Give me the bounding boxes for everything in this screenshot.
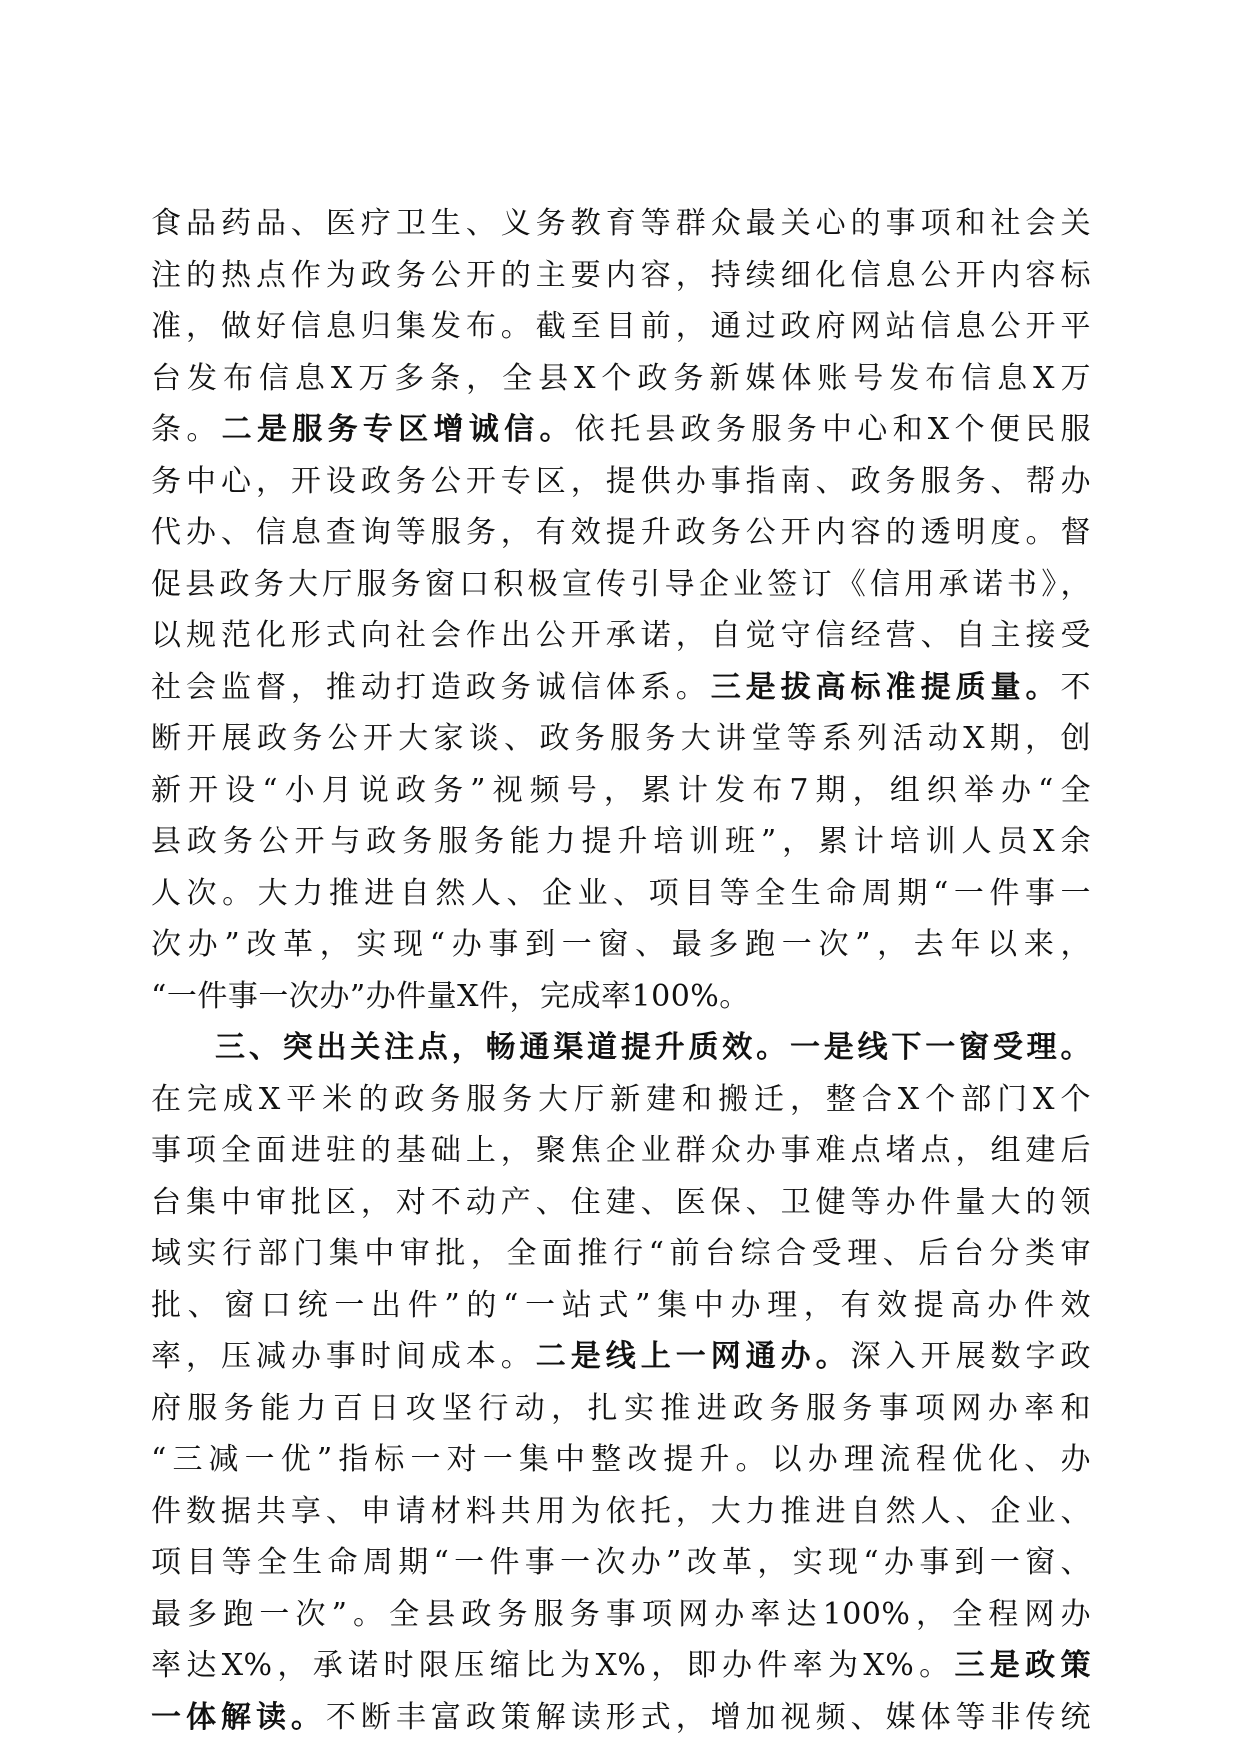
bold-text-run: 二是线上一网通办。 (535, 1339, 851, 1374)
text-line (151, 1537, 1091, 1589)
text-line (151, 353, 1091, 405)
text-line (151, 250, 1091, 302)
text-line (151, 713, 1091, 765)
text-run: 项目等全生命周期“一件事一次办”改革，实现“办事到一窗、 (151, 1545, 1091, 1580)
text-line (151, 1434, 1091, 1486)
text-run: 台集中审批区，对不动产、住建、医保、卫健等办件量大的领 (151, 1184, 1091, 1220)
text-line (151, 559, 1091, 611)
text-run: 以规范化形式向社会作出公开承诺，自觉守信经营、自主接受 (151, 618, 1091, 653)
text-run: 批、窗口统一出件”的“一站式”集中办理，有效提高办件效 (151, 1287, 1091, 1323)
text-run: 准，做好信息归集发布。截至目前，通过政府网站信息公开平 (151, 309, 1091, 344)
text-run: 在完成X平米的政务服务大厅新建和搬迁，整合X个部门X个 (151, 1081, 1091, 1117)
text-line (151, 610, 1091, 662)
text-line (151, 1228, 1091, 1280)
text-line (151, 662, 1091, 714)
text-line (151, 1486, 1091, 1538)
document-body (151, 198, 1091, 1743)
text-line (151, 1331, 1091, 1383)
text-run: 县政务公开与政务服务能力提升培训班”，累计培训人员X余 (151, 824, 1091, 859)
text-line (151, 1589, 1091, 1641)
text-run: 社会监督，推动打造政务诚信体系。 (151, 669, 711, 705)
text-run: “一件事一次办”办件量X件，完成率100%。 (151, 978, 750, 1014)
text-run: 依托县政务服务中心和X个便民服 (574, 412, 1091, 447)
text-line (151, 301, 1091, 353)
text-line (151, 198, 1091, 250)
text-run: 人次。大力推进自然人、企业、项目等全生命周期“一件事一 (151, 875, 1091, 911)
text-run: 率，压减办事时间成本。 (151, 1339, 536, 1374)
text-run: 新开设“小月说政务”视频号，累计发布7期，组织举办“全 (151, 772, 1091, 808)
bold-text-run: 三是政策 (954, 1648, 1091, 1683)
bold-text-run: 三是拔高标准提质量。 (710, 669, 1061, 705)
bold-text-run: 一体解读。 (151, 1699, 326, 1735)
text-run: 率达X%，承诺时限压缩比为X%，即办件率为X%。 (151, 1648, 955, 1683)
text-line (151, 507, 1091, 559)
text-run: 台发布信息X万多条，全县X个政务新媒体账号发布信息X万 (151, 360, 1091, 396)
text-line (151, 1280, 1091, 1332)
text-run: 代办、信息查询等服务，有效提升政务公开内容的透明度。督 (151, 515, 1091, 550)
text-line (151, 1177, 1091, 1229)
text-line (151, 1383, 1091, 1435)
text-run: 深入开展数字政 (850, 1339, 1091, 1374)
text-line (151, 868, 1091, 920)
text-run: 促县政务大厅服务窗口积极宣传引导企业签订《信用承诺书》， (151, 566, 1091, 602)
text-line (151, 765, 1091, 817)
text-line (151, 456, 1091, 508)
text-run: 府服务能力百日攻坚行动，扎实推进政务服务事项网办率和 (151, 1390, 1091, 1426)
text-run: 域实行部门集中审批，全面推行“前台综合受理、后台分类审 (151, 1236, 1091, 1271)
text-line (151, 1022, 1091, 1074)
text-line (151, 816, 1091, 868)
text-line (151, 1074, 1091, 1126)
text-run: 次办”改革，实现“办事到一窗、最多跑一次”，去年以来， (151, 927, 1091, 962)
text-line (151, 1640, 1091, 1692)
text-run: 条。 (151, 412, 222, 447)
text-line (151, 404, 1091, 456)
text-line (151, 1692, 1091, 1744)
text-run: 件数据共享、申请材料共用为依托，大力推进自然人、企业、 (151, 1493, 1091, 1529)
bold-text-run: 二是服务专区增诚信。 (221, 412, 575, 447)
text-run: 食品药品、医疗卫生、义务教育等群众最关心的事项和社会关 (151, 206, 1091, 241)
text-run: 事项全面进驻的基础上，聚焦企业群众办事难点堵点，组建后 (151, 1133, 1091, 1168)
text-line (151, 971, 1091, 1023)
text-run: 注的热点作为政务公开的主要内容，持续细化信息公开内容标 (151, 257, 1091, 293)
text-run: 务中心，开设政务公开专区，提供办事指南、政务服务、帮办 (151, 463, 1091, 499)
text-run: 不 (1060, 669, 1091, 705)
text-line (151, 919, 1091, 971)
text-line (151, 1125, 1091, 1177)
text-run: 断开展政务公开大家谈、政务服务大讲堂等系列活动X期，创 (151, 721, 1091, 756)
bold-text-run: 三、突出关注点，畅通渠道提升质效。一是线下一窗受理。 (215, 1030, 1091, 1065)
text-run: 不断丰富政策解读形式，增加视频、媒体等非传统 (325, 1699, 1091, 1735)
text-run: “三减一优”指标一对一集中整改提升。以办理流程优化、办 (151, 1442, 1091, 1477)
text-run: 最多跑一次”。全县政务服务事项网办率达100%，全程网办 (151, 1596, 1091, 1632)
